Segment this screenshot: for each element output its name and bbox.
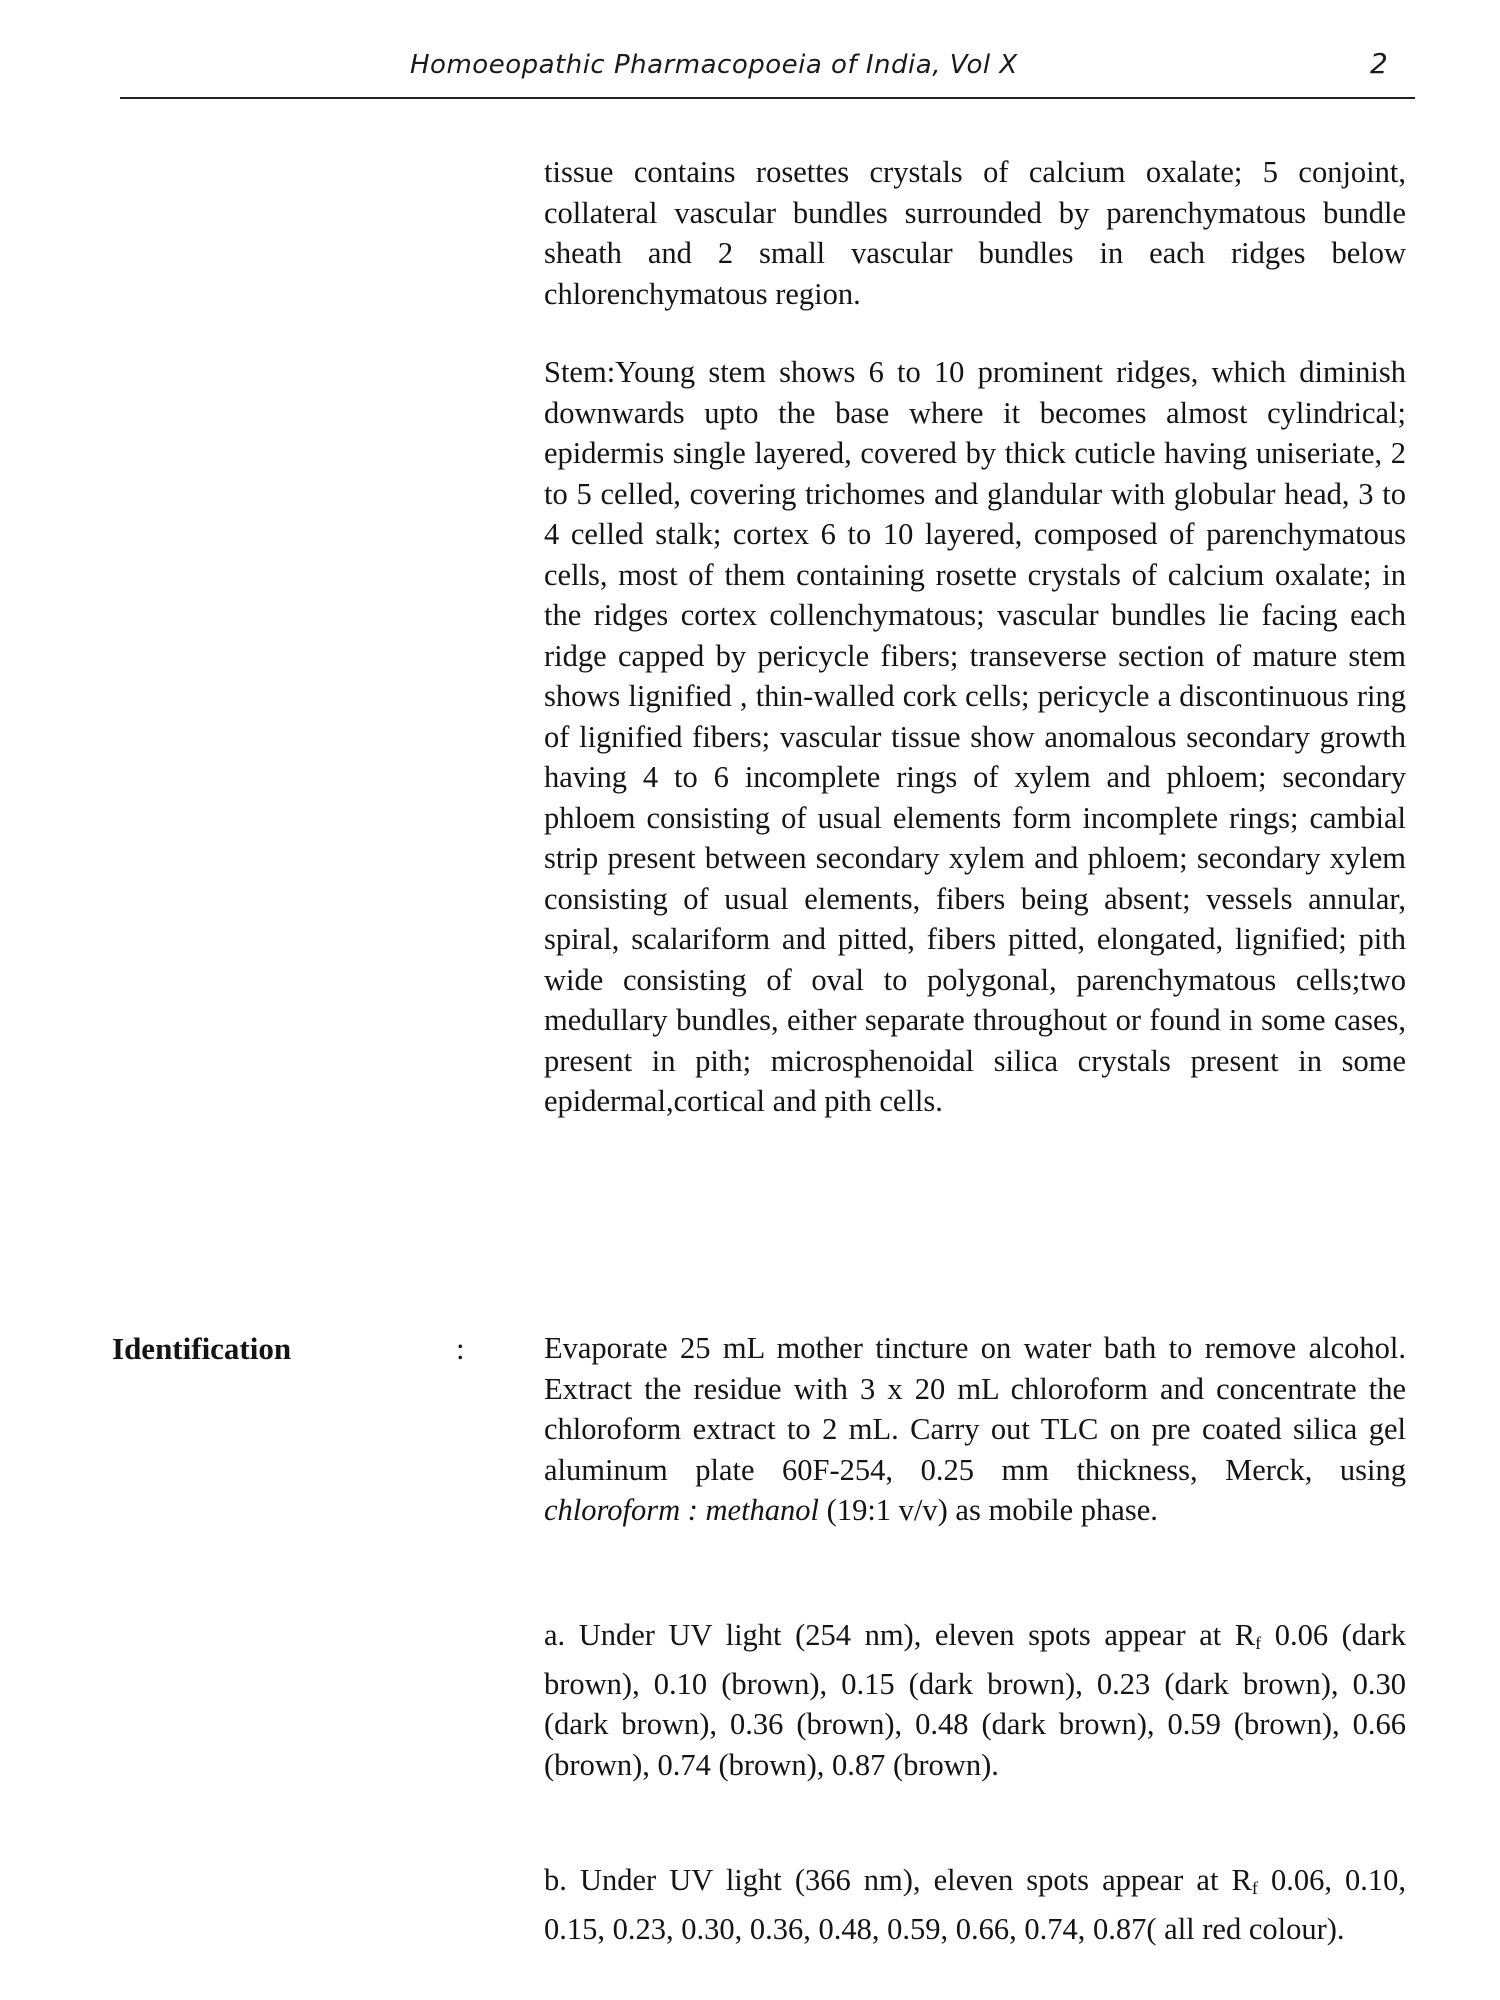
uv-254-paragraph [544, 1615, 1406, 1785]
identification-paragraph [544, 1328, 1406, 1531]
uv-366-paragraph [544, 1860, 1406, 1949]
stem-paragraph: Stem:Young stem shows 6 to 10 prominent ridges, which diminish downwards upto the base where it becomes almost cylindrical; epidermis single layered, covered by thick cuticle having uniseriate, 2 to 5 celled, covering trichomes and glandular with globular head, 3 to 4 celled stalk; cortex 6 to 10 layered, composed of parenchymatous cells, most of them containing rosette crystals of calcium oxalate; in the ridges cortex collenchymatous; vascular bundles lie facing each ridge capped by pericycle fibers; transeverse section of mature stem shows lignified , thin-walled cork cells; pericycle a discontinuous ring of lignified fibers; vascular tissue show anomalous secondary growth having 4 to 6 incomplete rings of xylem and phloem; secondary phloem consisting of usual elements form incomplete rings; cambial strip present between secondary xylem and phloem; secondary xylem consisting of usual elements, fibers being absent; vessels annular, spiral, scalariform and pitted, fibers pitted, elongated, lignified; pith wide consisting of oval to polygonal, parenchymatous cells;two medullary bundles, either separate throughout or found in some cases, present in pith; microsphenoidal silica crystals present in some epidermal,cortical and pith cells. [544, 355, 1406, 1118]
uv-254-spot-list: 0.06 (dark brown), 0.10 (brown), 0.15 (dark brown), 0.23 (dark brown), 0.30 (dark brown), 0.36 (brown), 0.48 (dark brown), 0.59 (brown), 0.66 (brown), 0.74 (brown), 0.87 (brown). [544, 1618, 1407, 1782]
identification-colon: : [456, 1331, 465, 1366]
tissue-paragraph: tissue contains rosettes crystals of calcium oxalate; 5 conjoint, collateral vascular bundles surrounded by parenchymatous bundle sheath and 2 small vascular bundles in each ridges below chlorenchymatous region. [544, 155, 1406, 311]
uv-366-spot-list: 0.06, 0.10, 0.15, 0.23, 0.30, 0.36, 0.48, 0.59, 0.66, 0.74, 0.87( all red colour). [544, 1863, 1407, 1946]
rf-symbol: $R_f$ [1234, 1618, 1262, 1653]
identification-heading: Identification [112, 1331, 292, 1366]
uv-366-intro: b. Under UV light (366 nm), eleven spots appear at [544, 1863, 1219, 1897]
uv-254-intro: a. Under UV light (254 nm), eleven spots appear at [544, 1618, 1222, 1652]
page-number: 2 [1370, 47, 1388, 80]
identification-mobile-phase-text: (19:1 v/v) as mobile phase. [826, 1493, 1158, 1527]
identification-intro-text: Evaporate 25 mL mother tincture on water bath to remove alcohol. Extract the residue with 3 x 20 mL chloroform and concentrate the chloroform extract to 2 mL. Carry out TLC on pre coated silica gel aluminum plate 60F-254, 0.25 mm thickness, Merck, using [544, 1331, 1406, 1487]
rf-symbol: $R_f$ [1231, 1863, 1258, 1898]
header-rule [120, 97, 1415, 99]
solvent-system: chloroform : methanol [544, 1493, 820, 1527]
running-head-title: Homoeopathic Pharmacopoeia of India, Vol X [410, 50, 1018, 80]
